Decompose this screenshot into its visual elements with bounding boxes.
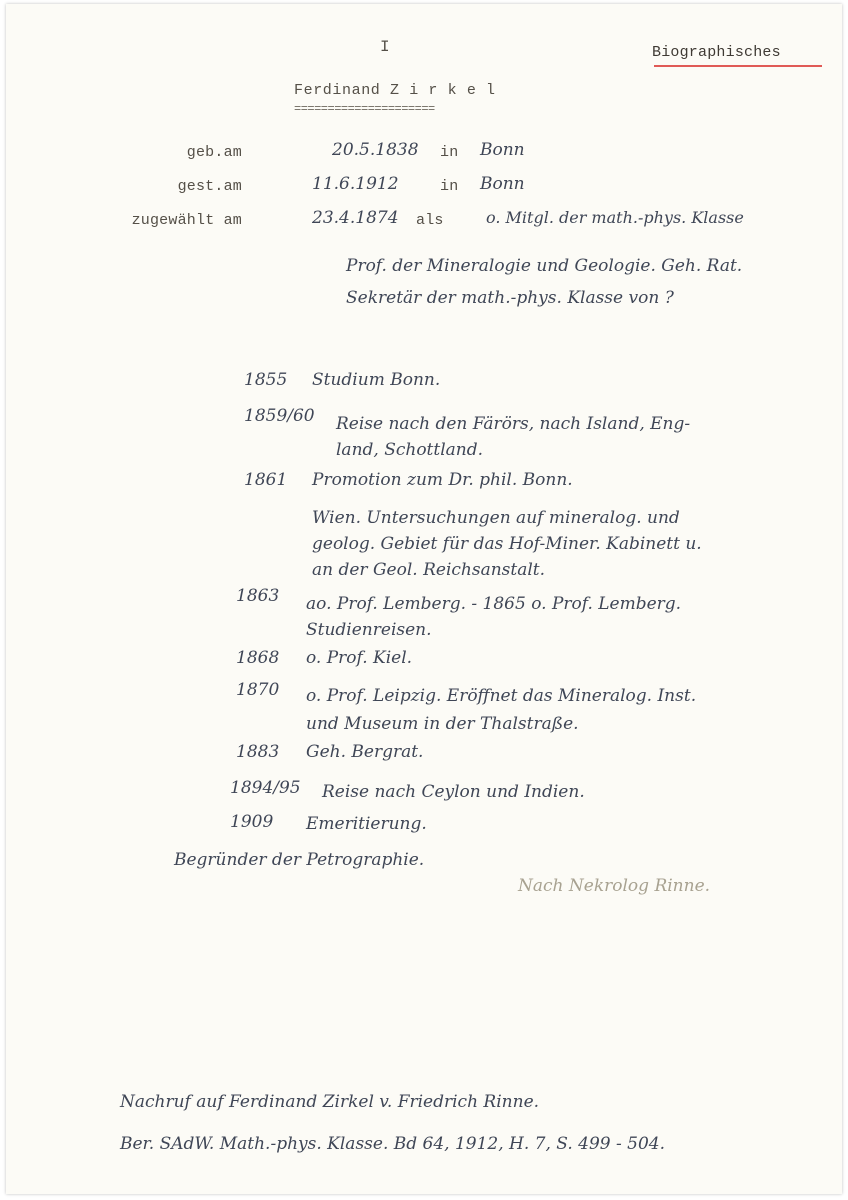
document-page — [6, 4, 842, 1194]
field-date-elected: 23.4.1874 — [312, 208, 399, 228]
chrono-year: 1870 — [236, 680, 280, 700]
chrono-text: Promotion zum Dr. phil. Bonn. — [312, 470, 573, 490]
chrono-year: 1909 — [230, 812, 274, 832]
chrono-text: und Museum in der Thalstraße. — [306, 714, 579, 734]
field-sep-elected: als — [416, 212, 444, 229]
chrono-text: Reise nach Ceylon und Indien. — [322, 782, 585, 802]
note-secretary: Sekretär der math.-phys. Klasse von ? — [346, 288, 674, 308]
field-sep-died: in — [440, 178, 459, 195]
chrono-text: Wien. Untersuchungen auf mineralog. und — [312, 508, 680, 528]
chrono-text: o. Prof. Kiel. — [306, 648, 413, 668]
chrono-year: 1855 — [244, 370, 288, 390]
chrono-text: Geh. Bergrat. — [306, 742, 424, 762]
chrono-text: geolog. Gebiet für das Hof-Miner. Kabinett u. — [312, 534, 702, 554]
field-sep-born: in — [440, 144, 459, 161]
source-note: Nach Nekrolog Rinne. — [518, 876, 711, 896]
field-value-died: Bonn — [480, 174, 525, 194]
chrono-text: o. Prof. Leipzig. Eröffnet das Mineralog. Inst. — [306, 686, 697, 706]
category-underline — [654, 65, 822, 67]
chrono-text: Reise nach den Färörs, nach Island, Eng- — [336, 414, 691, 434]
founder-note: Begründer der Petrographie. — [174, 850, 425, 870]
field-label-born: geb.am — [186, 144, 242, 161]
page-number: I — [380, 38, 390, 56]
chrono-text: land, Schottland. — [336, 440, 484, 460]
field-label-died: gest.am — [177, 178, 242, 195]
bibliography-line: Nachruf auf Ferdinand Zirkel v. Friedrich Rinne. — [120, 1092, 540, 1112]
chrono-text: an der Geol. Reichsanstalt. — [312, 560, 546, 580]
field-label-elected: zugewählt am — [131, 212, 242, 229]
chrono-year: 1868 — [236, 648, 280, 668]
person-name: Ferdinand Z i r k e l — [294, 82, 496, 99]
chrono-text: Studienreisen. — [306, 620, 432, 640]
field-value-born: Bonn — [480, 140, 525, 160]
chrono-year: 1883 — [236, 742, 280, 762]
field-value-elected: o. Mitgl. der math.-phys. Klasse — [486, 208, 744, 227]
chrono-text: Studium Bonn. — [312, 370, 441, 390]
chrono-year: 1894/95 — [230, 778, 301, 798]
chrono-text: ao. Prof. Lemberg. - 1865 o. Prof. Lemberg. — [306, 594, 682, 614]
category-label: Biographisches — [652, 44, 781, 61]
chrono-year: 1859/60 — [244, 406, 315, 426]
field-date-born: 20.5.1838 — [332, 140, 419, 160]
chrono-year: 1861 — [244, 470, 288, 490]
field-date-died: 11.6.1912 — [312, 174, 399, 194]
chrono-year: 1863 — [236, 586, 280, 606]
note-profession: Prof. der Mineralogie und Geologie. Geh. Rat. — [346, 256, 743, 276]
name-underline: ===================== — [294, 102, 435, 116]
chrono-text: Emeritierung. — [306, 814, 427, 834]
bibliography-line: Ber. SAdW. Math.-phys. Klasse. Bd 64, 1912, H. 7, S. 499 - 504. — [120, 1134, 666, 1154]
